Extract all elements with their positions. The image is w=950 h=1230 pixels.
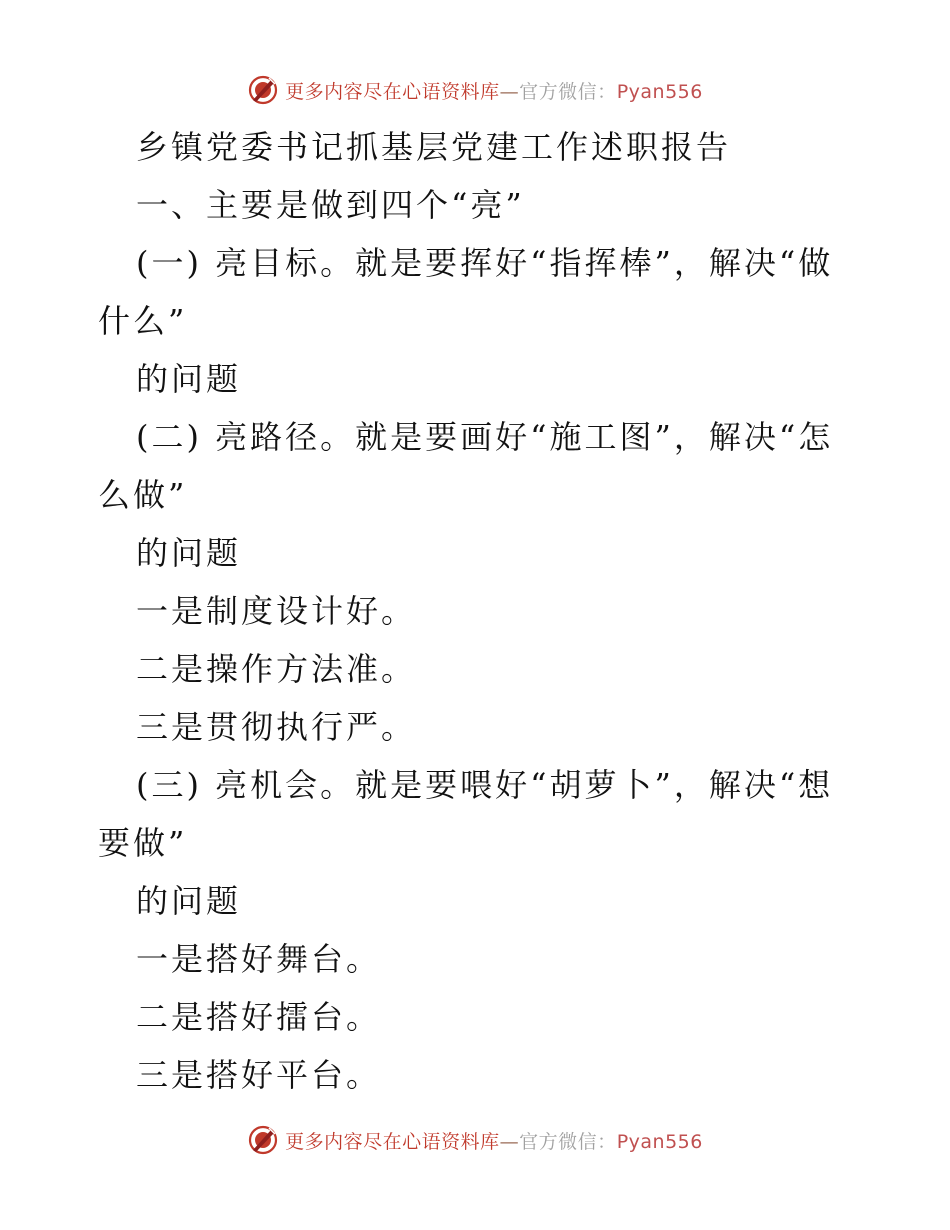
header-watermark bbox=[0, 72, 950, 108]
watermark-dash: — bbox=[499, 80, 520, 103]
watermark-text bbox=[285, 77, 703, 104]
paragraph-line: 要做” bbox=[98, 824, 188, 862]
paragraph-line: (三) 亮机会。就是要喂好“胡萝卜”，解决“想 bbox=[136, 766, 834, 804]
watermark-wechat-id: Pyan556 bbox=[616, 1130, 703, 1153]
document-title: 乡镇党委书记抓基层党建工作述职报告 bbox=[136, 128, 732, 166]
list-item: 三是贯彻执行严。 bbox=[136, 708, 417, 746]
paragraph-line: 的问题 bbox=[136, 534, 242, 572]
list-item: 一是搭好舞台。 bbox=[136, 940, 382, 978]
paragraph-line: 的问题 bbox=[136, 360, 242, 398]
quill-logo-icon bbox=[247, 74, 279, 106]
list-item: 三是搭好平台。 bbox=[136, 1056, 382, 1094]
section-heading: 一、主要是做到四个“亮” bbox=[136, 186, 525, 224]
document-body bbox=[98, 118, 858, 1104]
list-item: 二是操作方法准。 bbox=[136, 650, 417, 688]
list-item: 一是制度设计好。 bbox=[136, 592, 417, 630]
footer-watermark bbox=[0, 1122, 950, 1158]
watermark-main: 更多内容尽在心语资料库 bbox=[285, 80, 500, 103]
paragraph-line: 什么” bbox=[98, 302, 188, 340]
watermark-dash: — bbox=[499, 1130, 520, 1153]
paragraph-line: 的问题 bbox=[136, 882, 242, 920]
quill-logo-icon bbox=[247, 1124, 279, 1156]
watermark-main: 更多内容尽在心语资料库 bbox=[285, 1130, 500, 1153]
paragraph-line: 么做” bbox=[98, 476, 188, 514]
watermark-wechat-label: 官方微信： bbox=[519, 80, 617, 103]
list-item: 二是搭好擂台。 bbox=[136, 998, 382, 1036]
watermark-wechat-id: Pyan556 bbox=[616, 80, 703, 103]
paragraph-line: (二) 亮路径。就是要画好“施工图”，解决“怎 bbox=[136, 418, 834, 456]
paragraph-line: (一) 亮目标。就是要挥好“指挥棒”，解决“做 bbox=[136, 244, 834, 282]
watermark-text bbox=[285, 1127, 703, 1154]
watermark-wechat-label: 官方微信： bbox=[519, 1130, 617, 1153]
